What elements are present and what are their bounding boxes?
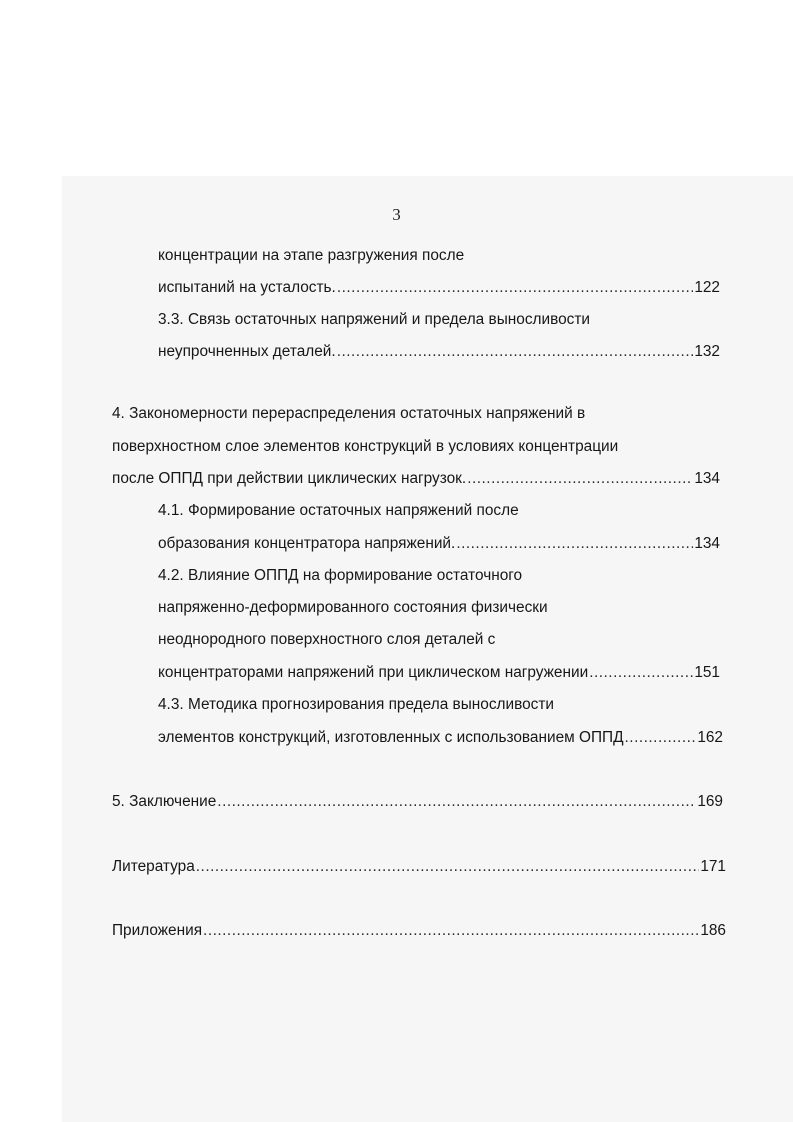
toc-line: 4.3. Методика прогнозирования предела выносливости xyxy=(158,696,554,713)
toc-entry-title: испытаний на усталость. xyxy=(158,279,336,296)
dot-leader xyxy=(203,921,699,941)
toc-entry-page: 186 xyxy=(700,922,726,939)
dot-leader xyxy=(467,469,693,489)
dot-leader xyxy=(337,342,694,362)
toc-entry-title: неупрочненных деталей. xyxy=(158,343,336,360)
toc-entry-page: 169 xyxy=(697,793,723,810)
toc-entry-sec4-3[interactable] xyxy=(158,728,723,748)
toc-entry-page: 132 xyxy=(694,343,720,360)
toc-entry-title: 5. Заключение xyxy=(112,793,217,810)
toc-entry-sec4-2[interactable] xyxy=(158,663,720,683)
toc-entry-page: 162 xyxy=(697,729,723,746)
toc-entry-page: 151 xyxy=(694,664,720,681)
toc-entry-page: 134 xyxy=(694,470,720,487)
toc-entry-title: образования концентратора напряжений. xyxy=(158,535,456,552)
dot-leader xyxy=(217,792,696,812)
toc-entry-title: после ОППД при действии циклических нагрузок. xyxy=(112,470,467,487)
toc-line: 4.1. Формирование остаточных напряжений после xyxy=(158,502,519,519)
toc-entry-literature[interactable] xyxy=(112,857,726,877)
dot-leader xyxy=(589,663,693,683)
toc-entry-appendix[interactable] xyxy=(112,921,726,941)
toc-line: поверхностном слое элементов конструкций в условиях концентрации xyxy=(112,438,619,455)
toc-entry-title: Литература xyxy=(112,858,195,875)
toc-entry-page: 122 xyxy=(694,279,720,296)
toc-entry-ch4[interactable] xyxy=(112,469,720,489)
toc-entry-page: 171 xyxy=(700,858,726,875)
dot-leader xyxy=(625,728,697,748)
dot-leader xyxy=(337,278,693,298)
toc-line: напряженно-деформированного состояния физически xyxy=(158,599,548,616)
dot-leader xyxy=(456,534,693,554)
toc-line: неоднородного поверхностного слоя деталей с xyxy=(158,631,496,648)
toc-entry-title: Приложения xyxy=(112,922,203,939)
toc-entry-sec3-cont[interactable] xyxy=(158,278,720,298)
dot-leader xyxy=(196,857,700,877)
page-number: 3 xyxy=(392,205,401,224)
toc-entry-sec3-3[interactable] xyxy=(158,342,720,362)
toc-line: 4.2. Влияние ОППД на формирование остаточного xyxy=(158,567,523,584)
toc-entry-ch5[interactable] xyxy=(112,792,723,812)
toc-line: 3.3. Связь остаточных напряжений и предела выносливости xyxy=(158,311,590,328)
toc-line: концентрации на этапе разгружения после xyxy=(158,247,465,264)
toc-entry-title: концентраторами напряжений при циклическом нагружении xyxy=(158,664,589,681)
toc-entry-sec4-1[interactable] xyxy=(158,534,720,554)
toc-entry-title: элементов конструкций, изготовленных с использованием ОППД xyxy=(158,729,624,746)
toc-line: 4. Закономерности перераспределения остаточных напряжений в xyxy=(112,405,586,422)
toc-entry-page: 134 xyxy=(694,535,720,552)
